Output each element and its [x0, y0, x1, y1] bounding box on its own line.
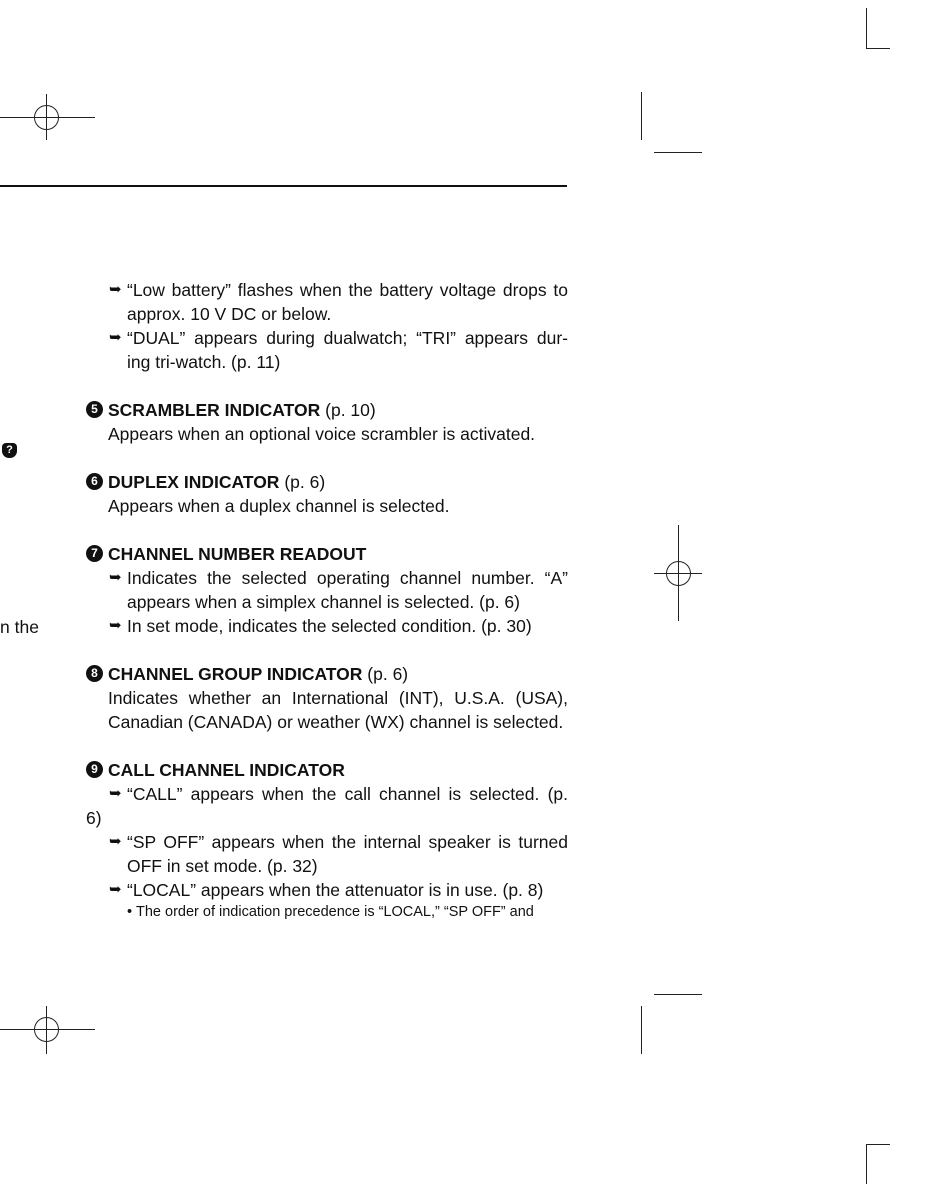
section-6-desc: Appears when a duplex channel is selected. — [108, 496, 450, 516]
section-number-5: 5 — [86, 401, 103, 418]
arrow-bullet-icon: ➥ — [109, 281, 122, 298]
arrow-bullet-icon: ➥ — [109, 881, 122, 898]
section-9-item-2-line-2: OFF in set mode. (p. 32) — [127, 856, 318, 876]
crop-mark-top-right-vertical — [866, 8, 867, 48]
header-rule — [0, 185, 567, 187]
section-9-item-1-line-1: “CALL” appears when the call channel is selected. (p. — [127, 784, 568, 804]
crop-mark-top-right-horizontal — [866, 48, 890, 49]
section-number-8: 8 — [86, 665, 103, 682]
crosshair-middle-right-circle — [666, 561, 691, 586]
section-8-desc-line-1: Indicates whether an International (INT), U.S.A. (USA), — [108, 688, 568, 708]
crop-mark-bottom-right-vertical — [866, 1144, 867, 1184]
left-margin-fragment: n the — [0, 617, 39, 637]
section-5-title: SCRAMBLER INDICATOR — [108, 400, 321, 420]
section-7-item-2: In set mode, indicates the selected condition. (p. 30) — [127, 616, 532, 636]
section-number-7: 7 — [86, 545, 103, 562]
registration-mark-lower-horizontal — [654, 994, 702, 995]
crosshair-top-left-circle — [34, 105, 59, 130]
section-number-9: 9 — [86, 761, 103, 778]
section-9-title: CALL CHANNEL INDICATOR — [108, 760, 345, 780]
hint-icon: ? — [2, 443, 17, 458]
section-7-title: CHANNEL NUMBER READOUT — [108, 544, 367, 564]
registration-mark-lower-vertical — [641, 1006, 642, 1054]
section-7-item-1-line-2: appears when a simplex channel is selected. (p. 6) — [127, 592, 520, 612]
section-6-heading — [108, 470, 325, 494]
section-9-item-1-line-2: 6) — [86, 808, 102, 828]
section-8-desc-line-2: Canadian (CANADA) or weather (WX) channel is selected. — [108, 712, 564, 732]
registration-mark-upper-horizontal — [654, 152, 702, 153]
dot-bullet: • — [127, 904, 133, 920]
section-9-item-2-line-1: “SP OFF” appears when the internal speaker is turned — [127, 832, 568, 852]
arrow-bullet-icon: ➥ — [109, 833, 122, 850]
crop-mark-bottom-right-horizontal — [866, 1144, 890, 1145]
section-9-item-3: “LOCAL” appears when the attenuator is in use. (p. 8) — [127, 880, 544, 900]
section-5-heading — [108, 398, 376, 422]
section-5-ref: (p. 10) — [320, 400, 376, 420]
crosshair-bottom-left-circle — [34, 1017, 59, 1042]
low-battery-line-2: approx. 10 V DC or below. — [127, 304, 332, 324]
section-number-6: 6 — [86, 473, 103, 490]
section-8-heading — [108, 662, 408, 686]
arrow-bullet-icon: ➥ — [109, 785, 122, 802]
arrow-bullet-icon: ➥ — [109, 569, 122, 586]
section-6-title: DUPLEX INDICATOR — [108, 472, 280, 492]
registration-mark-upper-vertical — [641, 92, 642, 140]
section-5-desc: Appears when an optional voice scrambler is activated. — [108, 424, 536, 444]
low-battery-line-1: “Low battery” flashes when the battery voltage drops to — [127, 280, 568, 300]
section-8-title: CHANNEL GROUP INDICATOR — [108, 664, 363, 684]
arrow-bullet-icon: ➥ — [109, 329, 122, 346]
section-7-item-1-line-1: Indicates the selected operating channel number. “A” — [127, 568, 568, 588]
dual-line-2: ing tri-watch. (p. 11) — [127, 352, 281, 372]
section-6-ref: (p. 6) — [279, 472, 326, 492]
arrow-bullet-icon: ➥ — [109, 617, 122, 634]
section-8-ref: (p. 6) — [362, 664, 409, 684]
section-9-note: The order of indication precedence is “LOCAL,” “SP OFF” and — [136, 904, 534, 920]
dual-line-1: “DUAL” appears during dualwatch; “TRI” appears dur- — [127, 328, 568, 348]
